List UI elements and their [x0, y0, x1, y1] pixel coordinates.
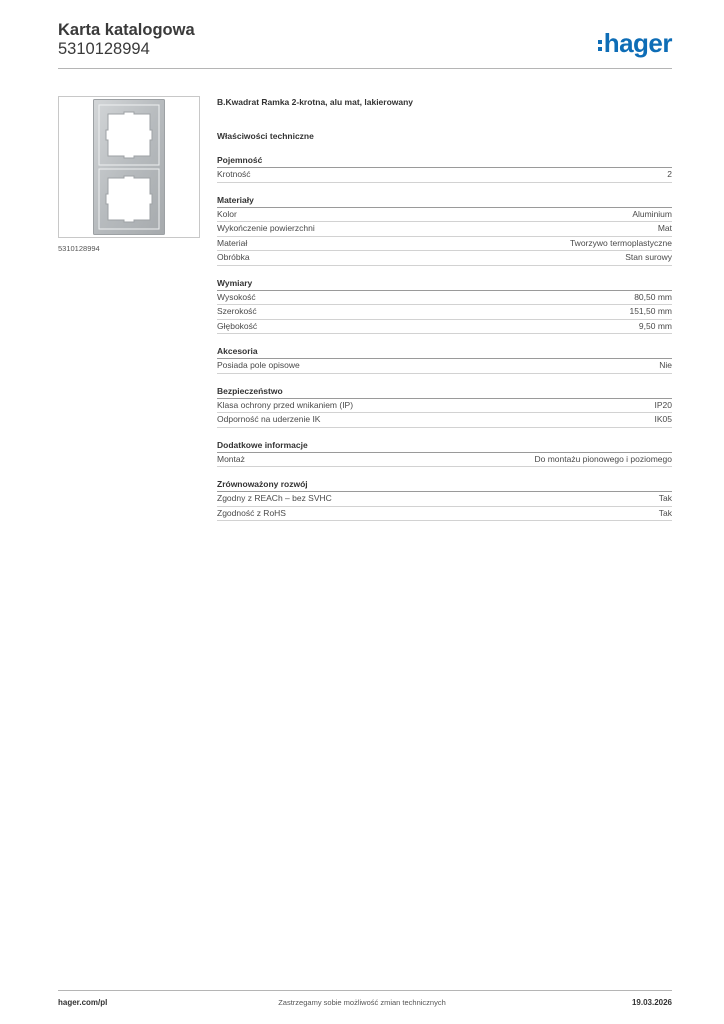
- group-title: Materiały: [217, 194, 672, 208]
- footer-website-link[interactable]: hager.com/pl: [58, 998, 108, 1007]
- property-value: Stan surowy: [625, 252, 672, 262]
- property-label: Głębokość: [217, 320, 258, 331]
- hager-logo: [598, 29, 672, 57]
- technical-properties-heading: Właściwości techniczne: [217, 131, 314, 141]
- document-number: 5310128994: [58, 40, 150, 58]
- group-title: Zrównoważony rozwój: [217, 478, 672, 492]
- product-image-caption: 5310128994: [58, 244, 100, 253]
- footer-disclaimer: Zastrzegamy sobie możliwość zmian technicznych: [278, 998, 446, 1007]
- group-title: Bezpieczeństwo: [217, 385, 672, 399]
- property-row: [217, 359, 672, 374]
- property-value: Aluminium: [632, 208, 672, 219]
- product-name: B.Kwadrat Ramka 2-krotna, alu mat, lakierowany: [217, 97, 414, 107]
- logo-text: hager: [603, 28, 672, 58]
- property-row: [217, 320, 672, 335]
- header-divider: [58, 68, 672, 69]
- property-value: Mat: [657, 223, 672, 233]
- group-bezpieczenstwo: [217, 385, 672, 428]
- property-label: Montaż: [217, 453, 245, 464]
- group-title: Dodatkowe informacje: [217, 439, 672, 453]
- property-row: [217, 237, 672, 252]
- group-title: Pojemność: [217, 154, 672, 168]
- group-title: Wymiary: [217, 277, 672, 291]
- property-value: Nie: [659, 360, 672, 370]
- property-label: Posiada pole opisowe: [217, 360, 300, 370]
- property-value: IP20: [654, 399, 672, 410]
- product-details: [217, 95, 672, 521]
- group-title: Akcesoria: [217, 345, 672, 359]
- property-row: [217, 453, 672, 468]
- group-pojemnosc: [217, 154, 672, 183]
- product-image: [58, 96, 200, 238]
- footer-date: 19.03.2026: [631, 998, 672, 1007]
- page-header: [58, 20, 672, 68]
- property-row: [217, 222, 672, 237]
- footer-divider: [58, 990, 672, 991]
- property-row: [217, 168, 672, 183]
- property-row: [217, 399, 672, 414]
- property-value: 2: [667, 169, 672, 179]
- property-row: [217, 413, 672, 428]
- property-row: [217, 208, 672, 223]
- property-value: Tworzywo termoplastyczne: [569, 237, 672, 248]
- property-label: Wysokość: [217, 291, 256, 302]
- logo-dots-icon: [598, 40, 602, 51]
- property-row: [217, 492, 672, 507]
- property-label: Obróbka: [217, 252, 250, 262]
- property-value: Do montażu pionowego i poziomego: [534, 453, 672, 464]
- property-value: 151,50 mm: [629, 306, 672, 316]
- group-materialy: [217, 194, 672, 266]
- property-row: [217, 251, 672, 266]
- property-value: IK05: [654, 414, 672, 424]
- property-label: Krotność: [217, 169, 251, 179]
- document-title: Karta katalogowa: [58, 21, 195, 39]
- property-row: [217, 305, 672, 320]
- property-row: [217, 291, 672, 306]
- property-label: Klasa ochrony przed wnikaniem (IP): [217, 399, 354, 410]
- property-label: Wykończenie powierzchni: [217, 223, 315, 233]
- property-label: Kolor: [217, 208, 237, 219]
- property-label: Odporność na uderzenie IK: [217, 414, 321, 424]
- property-label: Zgodność z RoHS: [217, 507, 286, 518]
- property-label: Szerokość: [217, 306, 257, 316]
- group-zrownowazony-rozwoj: [217, 478, 672, 521]
- property-row: [217, 507, 672, 522]
- property-label: Materiał: [217, 237, 248, 248]
- group-wymiary: [217, 277, 672, 335]
- property-value: 80,50 mm: [634, 291, 672, 302]
- property-value: Tak: [658, 493, 672, 503]
- double-frame-icon: [93, 99, 165, 235]
- property-label: Zgodny z REACh – bez SVHC: [217, 493, 332, 503]
- group-akcesoria: [217, 345, 672, 374]
- property-value: 9,50 mm: [638, 320, 672, 331]
- property-value: Tak: [658, 507, 672, 518]
- group-dodatkowe-informacje: [217, 439, 672, 468]
